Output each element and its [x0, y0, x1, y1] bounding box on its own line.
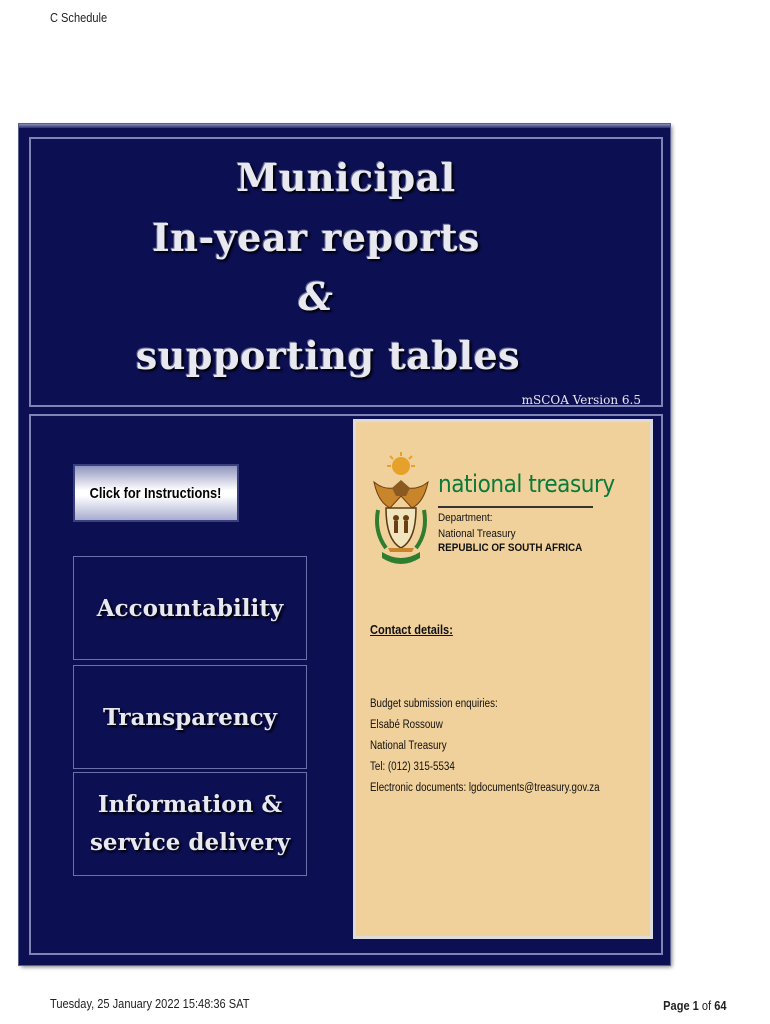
department-name: National Treasury	[438, 528, 516, 540]
treasury-contact-card	[353, 419, 653, 939]
contact-line: Elsabé Rossouw	[370, 719, 443, 731]
information-label-line1: Information &	[97, 791, 283, 818]
version-label: mSCOA Version 6.5	[521, 393, 641, 407]
page-number: 1	[692, 998, 699, 1013]
instructions-button[interactable]	[73, 464, 239, 522]
page-indicator	[663, 998, 726, 1013]
information-service-delivery-button[interactable]	[73, 772, 307, 876]
contact-line: Budget submission enquiries:	[370, 698, 498, 710]
treasury-logo-title: national treasury	[438, 470, 615, 498]
contact-line: National Treasury	[370, 740, 447, 752]
instructions-button-label: Click for Instructions!	[90, 484, 222, 502]
transparency-label: Transparency	[103, 703, 277, 731]
page-total: 64	[713, 998, 726, 1013]
navigation-panel	[29, 414, 663, 955]
accountability-label: Accountability	[96, 594, 284, 622]
title-line-ampersand: &	[298, 274, 334, 319]
footer-timestamp: Tuesday, 25 January 2022 15:48:36 SAT	[50, 996, 250, 1011]
treasury-logo-rule	[438, 506, 593, 508]
transparency-button[interactable]	[73, 665, 307, 769]
department-label: Department:	[438, 512, 493, 524]
contact-list	[370, 694, 600, 799]
information-label-line2: service delivery	[89, 829, 291, 856]
title-line-municipal: Municipal	[236, 155, 456, 200]
accountability-button[interactable]	[73, 556, 307, 660]
title-line-supporting-tables: supporting tables	[135, 333, 521, 378]
title-line-in-year-reports: In-year reports	[152, 215, 480, 260]
cover-frame	[19, 124, 670, 965]
contact-heading: Contact details:	[370, 622, 453, 637]
contact-line: Tel: (012) 315-5534	[370, 761, 455, 773]
page-of: of	[701, 998, 711, 1013]
title-panel	[29, 137, 663, 407]
country-name: REPUBLIC OF SOUTH AFRICA	[438, 542, 583, 554]
page-label: Page	[662, 998, 690, 1013]
document-header-label: C Schedule	[50, 10, 108, 25]
coat-of-arms-icon	[370, 452, 432, 570]
contact-line-email[interactable]: Electronic documents: lgdocuments@treasury.gov.za	[370, 782, 600, 794]
